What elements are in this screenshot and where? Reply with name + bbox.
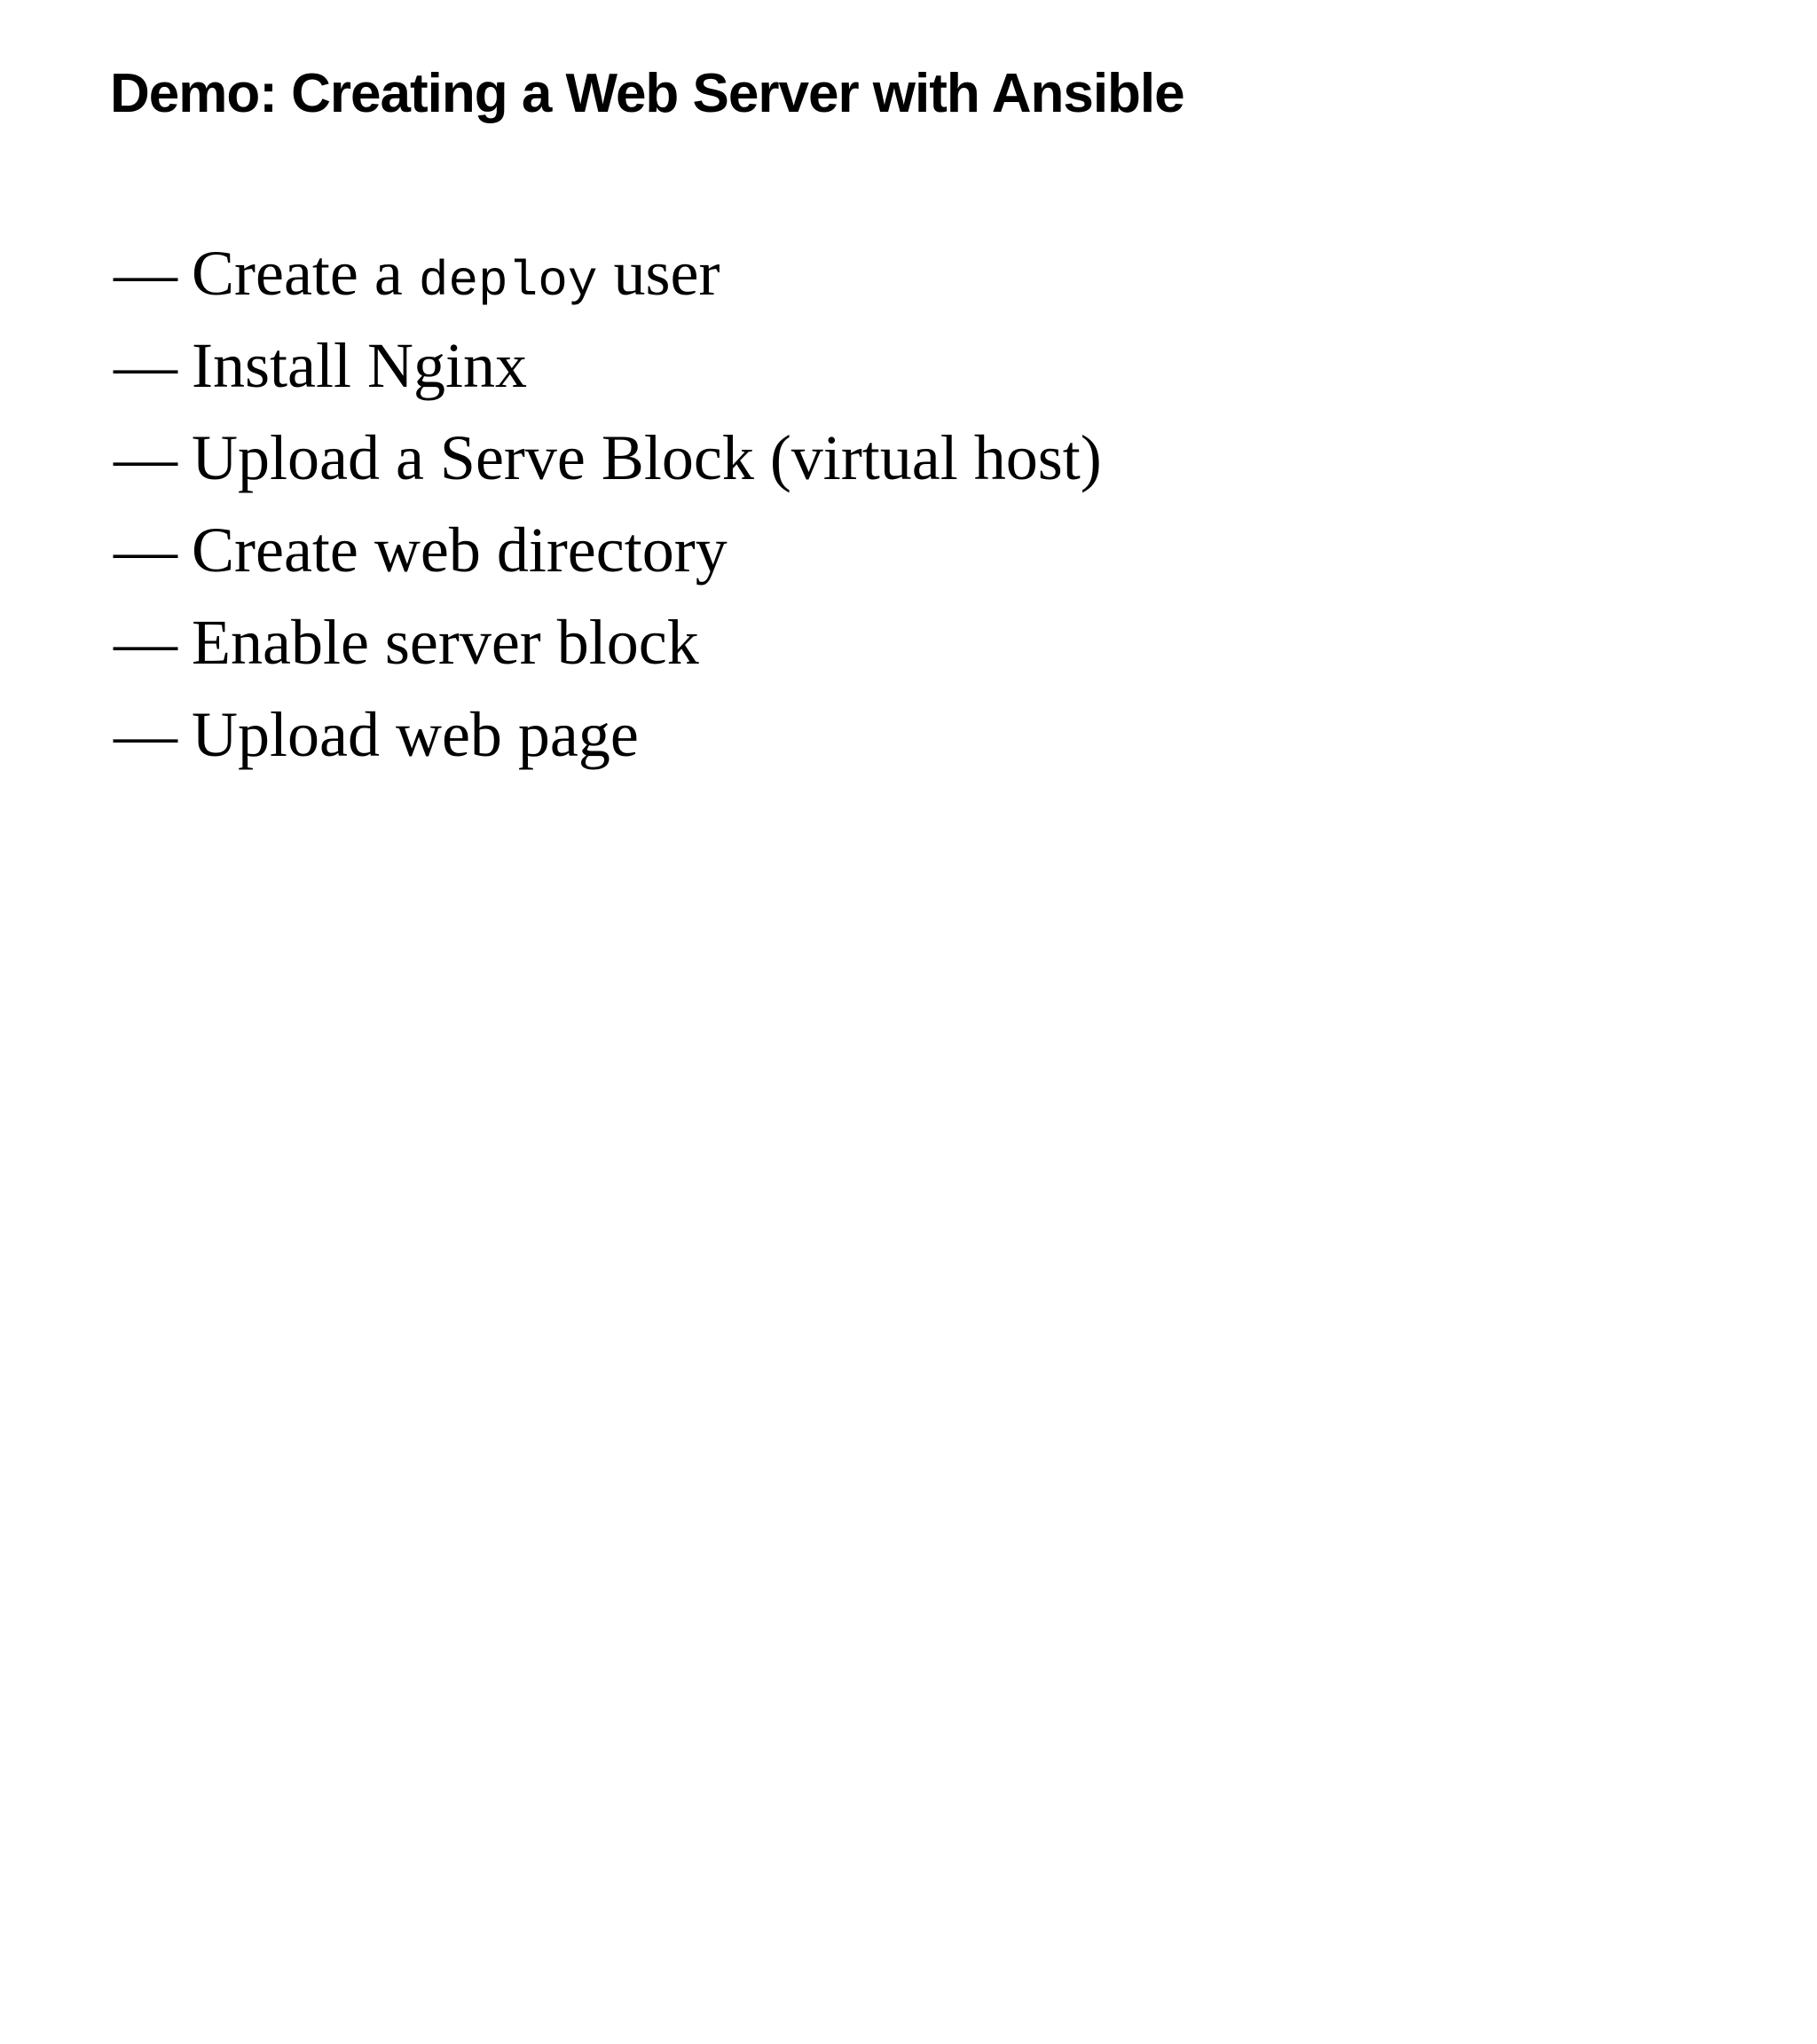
bullet-item xyxy=(114,227,1102,319)
bullet-dash: — xyxy=(114,699,177,770)
bullet-text-after: user xyxy=(613,238,720,309)
bullet-dash: — xyxy=(114,330,177,401)
slide-title: Demo: Creating a Web Server with Ansible xyxy=(110,63,1184,124)
bullet-dash: — xyxy=(114,515,177,586)
bullet-dash: — xyxy=(114,607,177,678)
bullet-text: Install Nginx xyxy=(192,330,527,401)
bullet-text: Enable server block xyxy=(192,607,699,678)
bullet-list xyxy=(114,227,1102,781)
bullet-text: Upload web page xyxy=(192,699,639,770)
bullet-item xyxy=(114,688,1102,781)
inline-code: deploy xyxy=(418,253,598,310)
bullet-item xyxy=(114,596,1102,688)
bullet-item xyxy=(114,504,1102,596)
bullet-text: Upload a Serve Block (virtual host) xyxy=(192,422,1102,493)
bullet-item xyxy=(114,319,1102,412)
bullet-text-before: Create a xyxy=(192,238,403,309)
bullet-dash: — xyxy=(114,238,177,309)
bullet-item xyxy=(114,412,1102,504)
bullet-dash: — xyxy=(114,422,177,493)
bullet-text: Create web directory xyxy=(192,515,728,586)
